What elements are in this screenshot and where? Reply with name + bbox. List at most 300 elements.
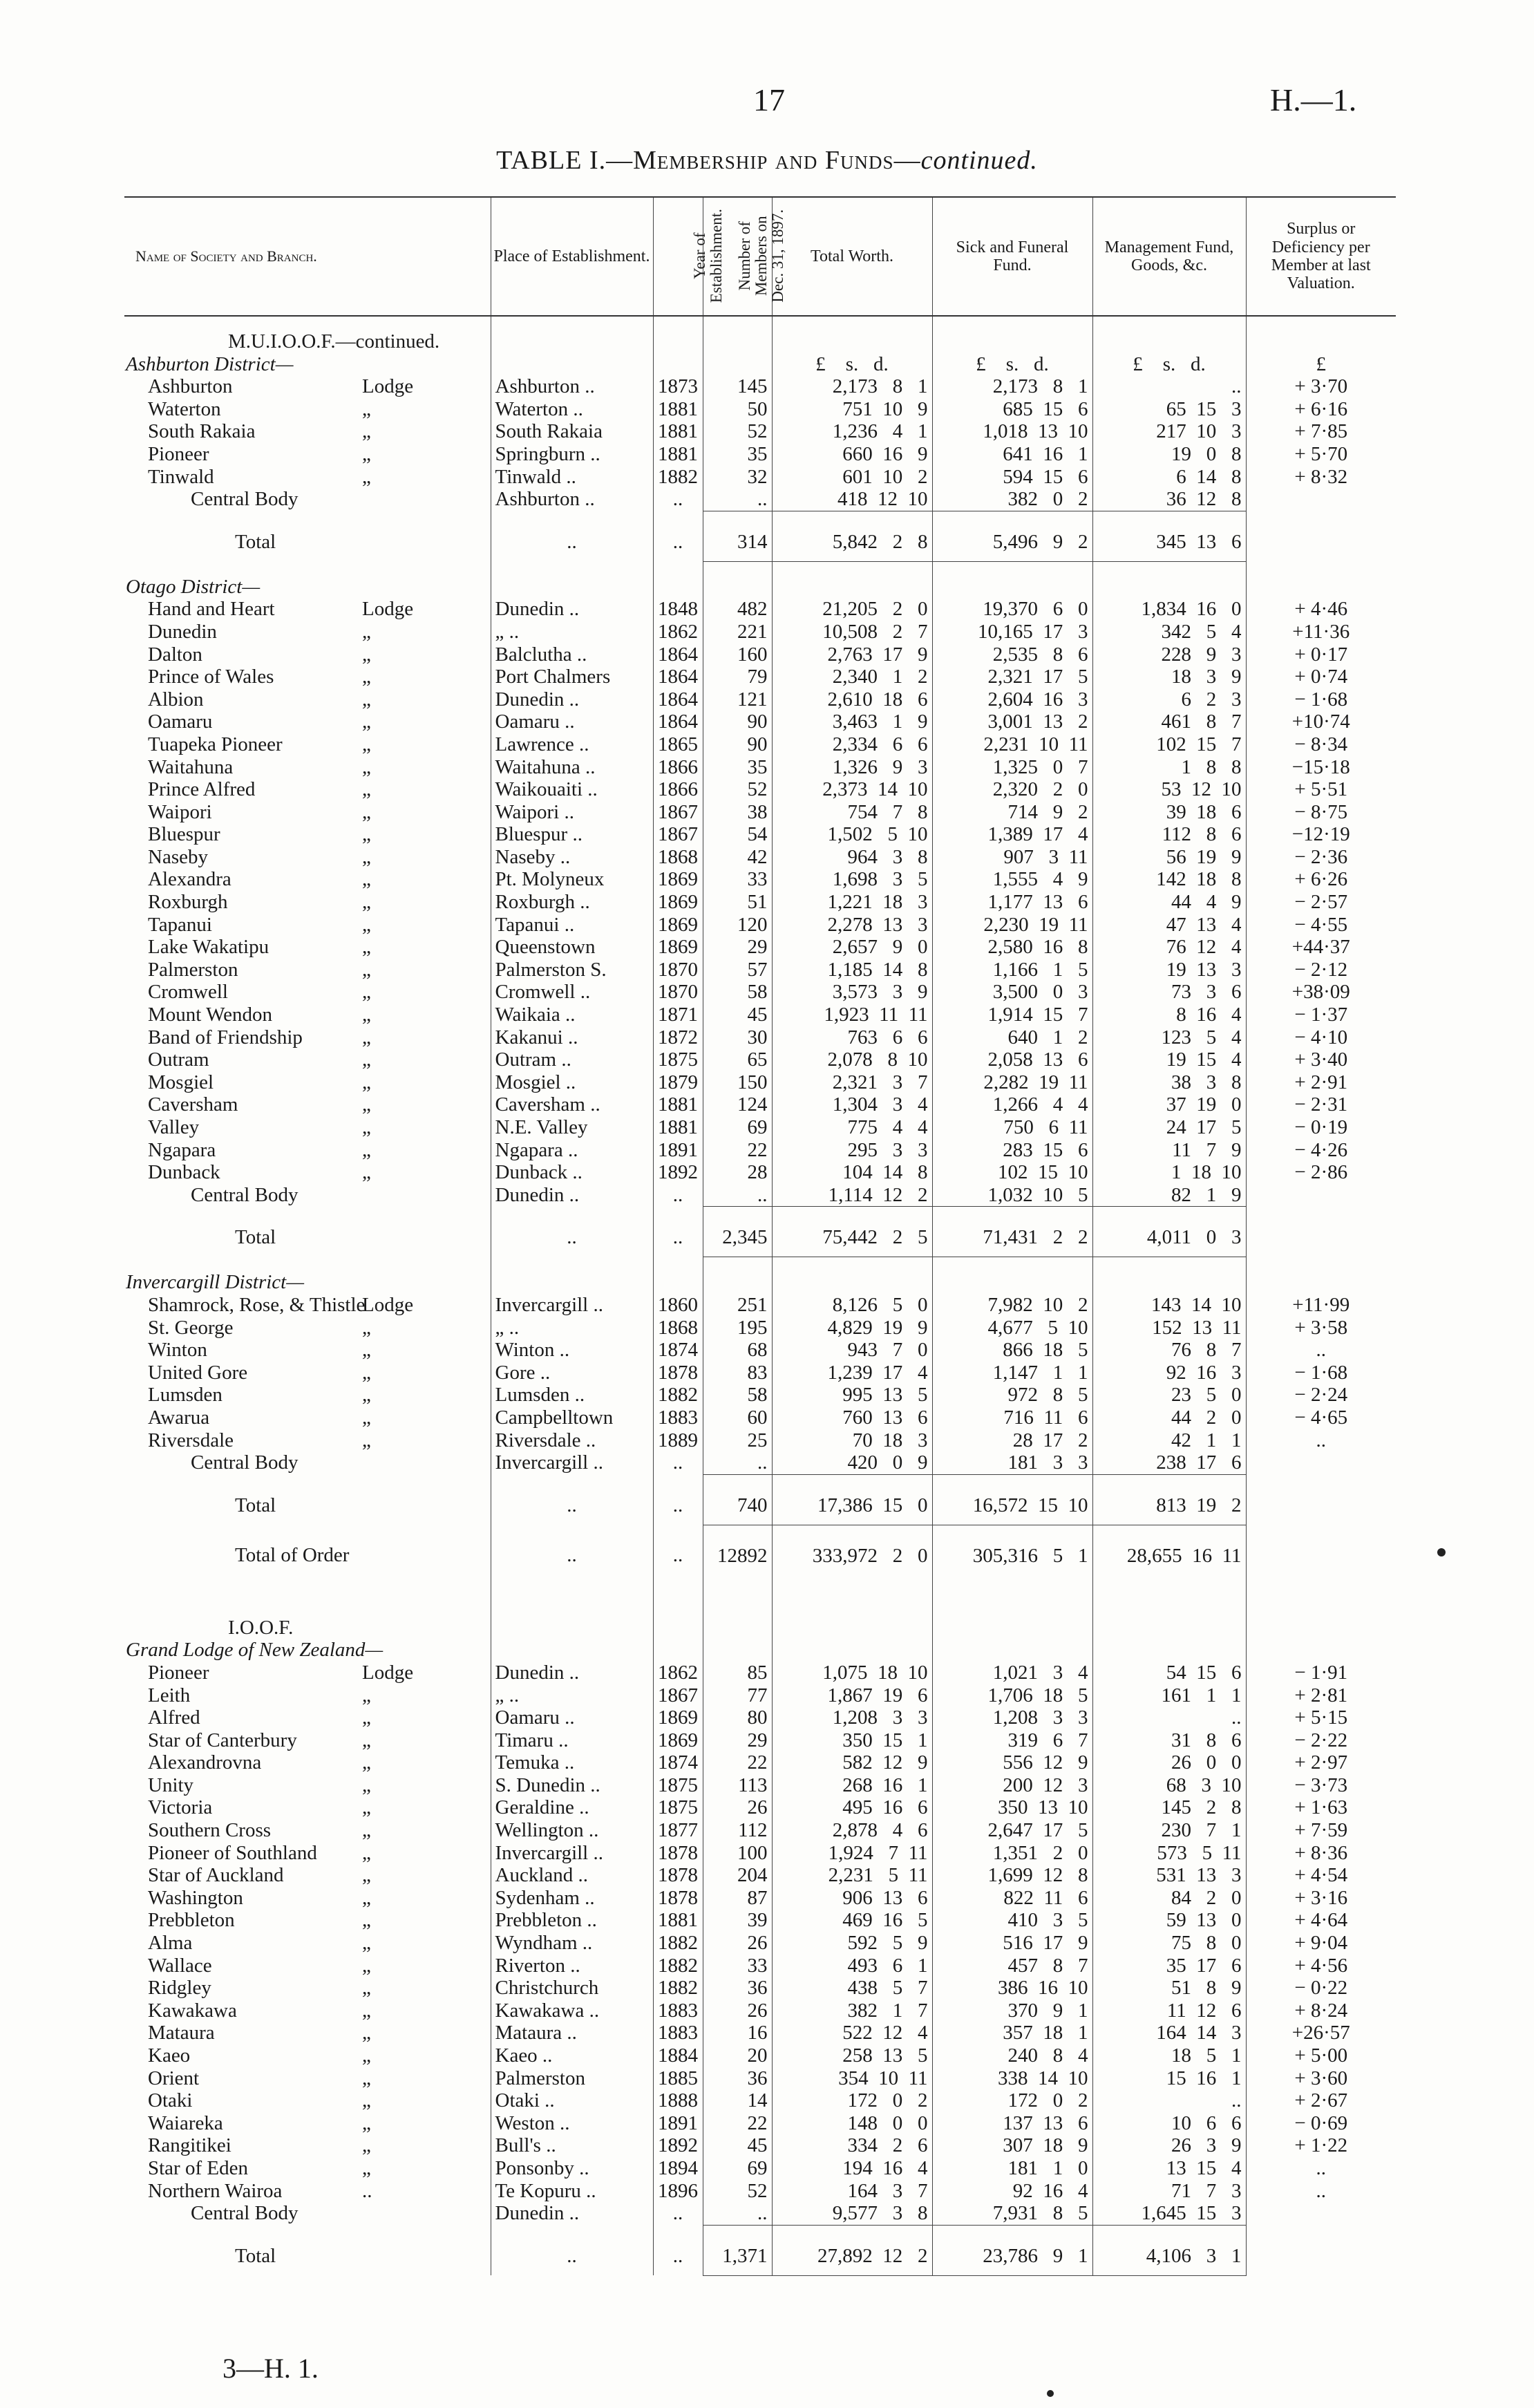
management-fund: 54 15 6 — [1092, 1662, 1246, 1684]
table-row — [124, 1955, 1396, 1977]
empty-cell — [653, 353, 703, 376]
place: Riversdale .. — [491, 1429, 653, 1452]
place: Ponsonby .. — [491, 2157, 653, 2180]
year: 1883 — [653, 2022, 703, 2044]
members: 69 — [703, 2157, 772, 2180]
empty-cell — [1246, 2225, 1396, 2275]
empty-cell — [653, 561, 703, 576]
table-row — [124, 1706, 1396, 1729]
branch-name-text: Alexandra — [148, 868, 231, 891]
branch-name-text: Waitahuna — [148, 755, 234, 778]
members: 30 — [703, 1026, 772, 1049]
empty-cell — [1246, 1257, 1396, 1272]
branch-name — [124, 801, 491, 824]
empty-cell — [932, 1639, 1092, 1662]
empty-cell: .. — [491, 1207, 653, 1257]
total-worth: 995 13 5 — [772, 1384, 932, 1407]
year: 1877 — [653, 1819, 703, 1842]
branch-suffix: „ — [362, 755, 371, 778]
surplus: − 2·57 — [1246, 891, 1396, 914]
surplus: + 6·26 — [1246, 868, 1396, 891]
col-header-year — [653, 197, 725, 316]
branch-suffix: „ — [362, 1071, 371, 1093]
total-worth: 1,304 3 4 — [772, 1093, 932, 1116]
branch-name-text: Rangitikei — [148, 2134, 231, 2157]
management-fund: 37 19 0 — [1092, 1093, 1246, 1116]
place: Naseby .. — [491, 846, 653, 869]
surplus: + 3·60 — [1246, 2067, 1396, 2090]
branch-name — [124, 1955, 491, 1977]
sick-fund: 370 9 1 — [932, 2000, 1092, 2022]
surplus: − 1·68 — [1246, 688, 1396, 711]
empty-cell: .. — [491, 2225, 653, 2275]
year: .. — [653, 1451, 703, 1474]
branch-suffix: „ — [362, 643, 371, 666]
management-fund: 228 9 3 — [1092, 643, 1246, 666]
branch-name-text: South Rakaia — [148, 420, 256, 443]
empty-cell — [1092, 1257, 1246, 1272]
branch-name-text: Prebbleton — [148, 1909, 235, 1932]
year: .. — [653, 488, 703, 511]
branch-suffix: Lodge — [362, 1293, 414, 1316]
branch-name-text: Hand and Heart — [148, 598, 275, 621]
branch-name — [124, 2180, 491, 2203]
management-fund: 44 2 0 — [1092, 1407, 1246, 1429]
year: 1882 — [653, 1955, 703, 1977]
members: 51 — [703, 891, 772, 914]
district-row — [124, 1639, 1396, 1662]
members: 121 — [703, 688, 772, 711]
branch-name — [124, 1184, 491, 1207]
surplus: + 6·16 — [1246, 398, 1396, 421]
table-title: TABLE I.—Membership and Funds—continued. — [496, 146, 1038, 175]
empty-cell — [491, 561, 653, 576]
surplus: − 8·75 — [1246, 801, 1396, 824]
branch-name — [124, 2157, 491, 2180]
branch-suffix: „ — [362, 1819, 371, 1842]
members: 69 — [703, 1116, 772, 1139]
branch-suffix: „ — [362, 868, 371, 891]
total-worth: 2,078 8 10 — [772, 1048, 932, 1071]
surplus: + 4·64 — [1246, 1909, 1396, 1932]
place: Kaeo .. — [491, 2044, 653, 2067]
spacer-row — [124, 1575, 1396, 1617]
members: 77 — [703, 1684, 772, 1707]
members: 79 — [703, 666, 772, 688]
table-row — [124, 778, 1396, 801]
sick-fund: 714 9 2 — [932, 801, 1092, 824]
surplus: .. — [1246, 2180, 1396, 2203]
sick-fund: 1,914 15 7 — [932, 1004, 1092, 1026]
table-row — [124, 1317, 1396, 1339]
year: 1866 — [653, 778, 703, 801]
management-fund: 152 13 11 — [1092, 1317, 1246, 1339]
surplus: − 4·10 — [1246, 1026, 1396, 1049]
branch-suffix: „ — [362, 1406, 371, 1429]
branch-suffix: „ — [362, 688, 371, 711]
surplus: − 1·68 — [1246, 1362, 1396, 1384]
management-fund: 24 17 5 — [1092, 1116, 1246, 1139]
sick-fund: 410 3 5 — [932, 1909, 1092, 1932]
branch-name — [124, 846, 491, 869]
empty-cell — [703, 316, 772, 330]
empty-cell: .. — [491, 1474, 653, 1525]
sick-fund: 382 0 2 — [932, 488, 1092, 511]
empty-cell — [772, 1271, 932, 1294]
place: Dunedin .. — [491, 688, 653, 711]
year: 1868 — [653, 1317, 703, 1339]
total-worth: 601 10 2 — [772, 466, 932, 489]
place: South Rakaia — [491, 420, 653, 443]
table-row — [124, 2067, 1396, 2090]
branch-name — [124, 981, 491, 1004]
total-members: 314 — [703, 511, 772, 561]
place: Invercargill .. — [491, 1294, 653, 1317]
branch-name-text: Ashburton — [148, 375, 233, 398]
total-worth: 1,923 11 11 — [772, 1004, 932, 1026]
table-row — [124, 2157, 1396, 2180]
branch-name-text: Tinwald — [148, 465, 214, 488]
surplus: + 3·58 — [1246, 1317, 1396, 1339]
management-fund: 238 17 6 — [1092, 1451, 1246, 1474]
year: 1885 — [653, 2067, 703, 2090]
branch-name-text: Star of Canterbury — [148, 1729, 297, 1751]
branch-name-text: Dalton — [148, 643, 202, 666]
year: 1872 — [653, 1026, 703, 1049]
year: 1891 — [653, 2112, 703, 2135]
order-row — [124, 1617, 1396, 1639]
branch-name — [124, 643, 491, 666]
place: Lawrence .. — [491, 733, 653, 756]
surplus: + 2·97 — [1246, 1751, 1396, 1774]
year: 1865 — [653, 733, 703, 756]
col-header-management-fund: Management Fund, Goods, &c. — [1092, 197, 1246, 316]
branch-name-text: Prince of Wales — [148, 666, 274, 688]
place: Auckland .. — [491, 1864, 653, 1887]
empty-cell — [932, 576, 1092, 599]
branch-suffix: „ — [362, 1706, 371, 1729]
sick-fund: 907 3 11 — [932, 846, 1092, 869]
branch-suffix: „ — [362, 936, 371, 959]
empty-cell — [703, 576, 772, 599]
branch-name — [124, 375, 491, 398]
total-worth: 8,126 5 0 — [772, 1294, 932, 1317]
management-fund: 531 13 3 — [1092, 1864, 1246, 1887]
branch-name-text: Unity — [148, 1774, 194, 1796]
sick-fund: 1,351 2 0 — [932, 1842, 1092, 1865]
members: 54 — [703, 823, 772, 846]
management-fund: 44 4 9 — [1092, 891, 1246, 914]
branch-name — [124, 1819, 491, 1842]
management-fund: 84 2 0 — [1092, 1887, 1246, 1910]
management-fund: 11 12 6 — [1092, 2000, 1246, 2022]
surplus: .. — [1246, 1339, 1396, 1362]
total-worth: 1,698 3 5 — [772, 868, 932, 891]
surplus: + 4·46 — [1246, 598, 1396, 621]
surplus: + 9·04 — [1246, 1932, 1396, 1955]
year: 1862 — [653, 621, 703, 643]
table-body — [124, 316, 1396, 2275]
year: .. — [653, 1184, 703, 1207]
place: Prebbleton .. — [491, 1909, 653, 1932]
place: Dunedin .. — [491, 598, 653, 621]
sick-fund: 200 12 3 — [932, 1774, 1092, 1797]
year: 1875 — [653, 1796, 703, 1819]
membership-funds-table — [124, 196, 1396, 2276]
empty-cell — [703, 1617, 772, 1639]
year: 1875 — [653, 1048, 703, 1071]
branch-suffix: „ — [362, 823, 371, 846]
sick-fund: 386 16 10 — [932, 1977, 1092, 2000]
surplus: + 5·51 — [1246, 778, 1396, 801]
branch-suffix: „ — [362, 800, 371, 823]
sick-fund: 1,325 0 7 — [932, 756, 1092, 779]
table-row — [124, 1729, 1396, 1752]
total-worth: 27,892 12 2 — [772, 2225, 932, 2275]
table-row — [124, 2044, 1396, 2067]
branch-name-text: Dunedin — [148, 620, 217, 643]
branch-name-text: Northern Wairoa — [148, 2179, 283, 2202]
branch-name — [124, 711, 491, 733]
place: Port Chalmers — [491, 666, 653, 688]
branch-name-text: Albion — [148, 688, 204, 711]
branch-name-text: Ridgley — [148, 1977, 211, 2000]
branch-name-text: Star of Auckland — [148, 1864, 284, 1887]
table-row — [124, 891, 1396, 914]
branch-suffix: „ — [362, 620, 371, 643]
management-fund: 31 8 6 — [1092, 1729, 1246, 1752]
members: 124 — [703, 1093, 772, 1116]
members: 50 — [703, 398, 772, 421]
total-row — [124, 1207, 1396, 1257]
total-worth: 164 3 7 — [772, 2180, 932, 2203]
branch-suffix: „ — [362, 1161, 371, 1184]
place: Bull's .. — [491, 2134, 653, 2157]
members: 20 — [703, 2044, 772, 2067]
management-fund: 35 17 6 — [1092, 1955, 1246, 1977]
total-worth: 2,231 5 11 — [772, 1864, 932, 1887]
members: 251 — [703, 1294, 772, 1317]
members: 45 — [703, 2134, 772, 2157]
management-fund: 142 18 8 — [1092, 868, 1246, 891]
management-fund: 38 3 8 — [1092, 1071, 1246, 1094]
total-worth: 350 15 1 — [772, 1729, 932, 1752]
empty-cell — [1246, 1474, 1396, 1525]
members: 26 — [703, 1932, 772, 1955]
order-name: I.O.O.F. — [228, 1616, 294, 1639]
year: 1869 — [653, 914, 703, 937]
district-row — [124, 1271, 1396, 1294]
members: 22 — [703, 2112, 772, 2135]
branch-suffix: „ — [362, 2134, 371, 2157]
empty-cell — [932, 561, 1092, 576]
total-worth: 754 7 8 — [772, 801, 932, 824]
branch-name — [124, 1706, 491, 1729]
branch-suffix: „ — [362, 1048, 371, 1071]
members: 26 — [703, 2000, 772, 2022]
surplus: + 7·59 — [1246, 1819, 1396, 1842]
total-management-fund: 4,106 3 1 — [1092, 2225, 1246, 2275]
empty-cell — [653, 576, 703, 599]
total-worth: 2,657 9 0 — [772, 936, 932, 959]
place: Queenstown — [491, 936, 653, 959]
year: 1891 — [653, 1139, 703, 1162]
management-fund: 23 5 0 — [1092, 1384, 1246, 1407]
branch-name-text: Winton — [148, 1339, 207, 1362]
order-row — [124, 330, 1396, 353]
place: Tapanui .. — [491, 914, 653, 937]
total-sick-fund: 23,786 9 1 — [932, 2225, 1092, 2275]
year: 1884 — [653, 2044, 703, 2067]
place: Dunback .. — [491, 1161, 653, 1184]
branch-name-text: Kaeo — [148, 2044, 191, 2067]
empty-cell — [491, 353, 653, 376]
district-name: Otago District— — [126, 575, 261, 598]
members: 160 — [703, 643, 772, 666]
sick-fund: 2,604 16 3 — [932, 688, 1092, 711]
place: Winton .. — [491, 1339, 653, 1362]
members: 52 — [703, 420, 772, 443]
place: Oamaru .. — [491, 711, 653, 733]
members: 113 — [703, 1774, 772, 1797]
order-total-members: 12892 — [703, 1525, 772, 1575]
place: Invercargill .. — [491, 1451, 653, 1474]
management-fund: 13 15 4 — [1092, 2157, 1246, 2180]
surplus: + 2·67 — [1246, 2089, 1396, 2112]
branch-name — [124, 1362, 491, 1384]
total-worth: 3,573 3 9 — [772, 981, 932, 1004]
branch-suffix: „ — [362, 845, 371, 868]
place: Riverton .. — [491, 1955, 653, 1977]
branch-suffix: „ — [362, 1093, 371, 1116]
total-worth: 2,610 18 6 — [772, 688, 932, 711]
branch-name-text: Caversham — [148, 1093, 238, 1116]
total-worth: 495 16 6 — [772, 1796, 932, 1819]
table-row — [124, 981, 1396, 1004]
management-fund: 75 8 0 — [1092, 1932, 1246, 1955]
total-worth: 582 12 9 — [772, 1751, 932, 1774]
surplus: − 2·22 — [1246, 1729, 1396, 1752]
footer-reference: 3—H. 1. — [222, 2353, 319, 2384]
table-row — [124, 1662, 1396, 1684]
branch-name-text: Dunback — [148, 1161, 220, 1184]
branch-name — [124, 1026, 491, 1049]
table-row — [124, 1339, 1396, 1362]
col-header-place: Place of Establishment. — [491, 197, 653, 316]
branch-suffix: „ — [362, 2022, 371, 2044]
year: 1871 — [653, 1004, 703, 1026]
total-worth: 1,502 5 10 — [772, 823, 932, 846]
total-worth: 438 5 7 — [772, 1977, 932, 2000]
table-row — [124, 1139, 1396, 1162]
sick-fund: 19,370 6 0 — [932, 598, 1092, 621]
place: „ .. — [491, 1317, 653, 1339]
table-row — [124, 375, 1396, 398]
place: Invercargill .. — [491, 1842, 653, 1865]
place: Dunedin .. — [491, 1184, 653, 1207]
order-name: M.U.I.O.O.F.—continued. — [228, 330, 440, 352]
year: 1864 — [653, 711, 703, 733]
total-worth: 1,075 18 10 — [772, 1662, 932, 1684]
table-row — [124, 1429, 1396, 1452]
management-fund: 461 8 7 — [1092, 711, 1246, 733]
branch-suffix: „ — [362, 2111, 371, 2134]
branch-name — [124, 1048, 491, 1071]
branch-name-text: Waterton — [148, 397, 221, 420]
management-fund: 76 12 4 — [1092, 936, 1246, 959]
empty-cell — [932, 1271, 1092, 1294]
year: 1868 — [653, 846, 703, 869]
total-worth: 751 10 9 — [772, 398, 932, 421]
order-total-label: Total of Order — [235, 1544, 350, 1567]
table-row — [124, 823, 1396, 846]
branch-name — [124, 733, 491, 756]
empty-cell — [1246, 1575, 1396, 1617]
total-members: 2,345 — [703, 1207, 772, 1257]
sick-fund: 822 11 6 — [932, 1887, 1092, 1910]
management-fund: 112 8 6 — [1092, 823, 1246, 846]
title-suffix: continued. — [920, 146, 1038, 175]
management-fund: 92 16 3 — [1092, 1362, 1246, 1384]
branch-name — [124, 466, 491, 489]
year: 1878 — [653, 1362, 703, 1384]
branch-name — [124, 1071, 491, 1094]
sick-fund: 92 16 4 — [932, 2180, 1092, 2203]
district-row — [124, 353, 1396, 376]
surplus: +44·37 — [1246, 936, 1396, 959]
place: Kawakawa .. — [491, 2000, 653, 2022]
total-worth: 17,386 15 0 — [772, 1474, 932, 1525]
members: 150 — [703, 1071, 772, 1094]
management-fund: 73 3 6 — [1092, 981, 1246, 1004]
total-worth: 104 14 8 — [772, 1161, 932, 1184]
place: Pt. Molyneux — [491, 868, 653, 891]
empty-cell — [1092, 1639, 1246, 1662]
table-row — [124, 466, 1396, 489]
total-sick-fund: 71,431 2 2 — [932, 1207, 1092, 1257]
branch-name-text: Outram — [148, 1048, 209, 1071]
order-total-worth: 333,972 2 0 — [772, 1525, 932, 1575]
branch-name-text: Central Body — [191, 1451, 299, 1474]
year: 1889 — [653, 1429, 703, 1452]
empty-cell — [1092, 316, 1246, 330]
branch-suffix: „ — [362, 1886, 371, 1909]
district-row — [124, 576, 1396, 599]
total-worth: 469 16 5 — [772, 1909, 932, 1932]
year: 1883 — [653, 2000, 703, 2022]
total-worth: 4,829 19 9 — [772, 1317, 932, 1339]
branch-name-text: Riversdale — [148, 1429, 234, 1451]
year: 1878 — [653, 1842, 703, 1865]
empty-cell — [491, 1271, 653, 1294]
management-fund: 19 13 3 — [1092, 959, 1246, 981]
total-worth: 522 12 4 — [772, 2022, 932, 2044]
branch-suffix: „ — [362, 1864, 371, 1887]
place: Oamaru .. — [491, 1706, 653, 1729]
year: 1881 — [653, 398, 703, 421]
members: 60 — [703, 1407, 772, 1429]
empty-cell — [932, 316, 1092, 330]
branch-suffix: „ — [362, 1729, 371, 1751]
sick-fund: 594 15 6 — [932, 466, 1092, 489]
branch-name-text: Mosgiel — [148, 1071, 214, 1093]
branch-suffix: „ — [362, 442, 371, 465]
sick-fund: 2,580 16 8 — [932, 936, 1092, 959]
management-fund: 18 5 1 — [1092, 2044, 1246, 2067]
surplus: + 8·32 — [1246, 466, 1396, 489]
year: 1864 — [653, 666, 703, 688]
order-total-row — [124, 1525, 1396, 1575]
